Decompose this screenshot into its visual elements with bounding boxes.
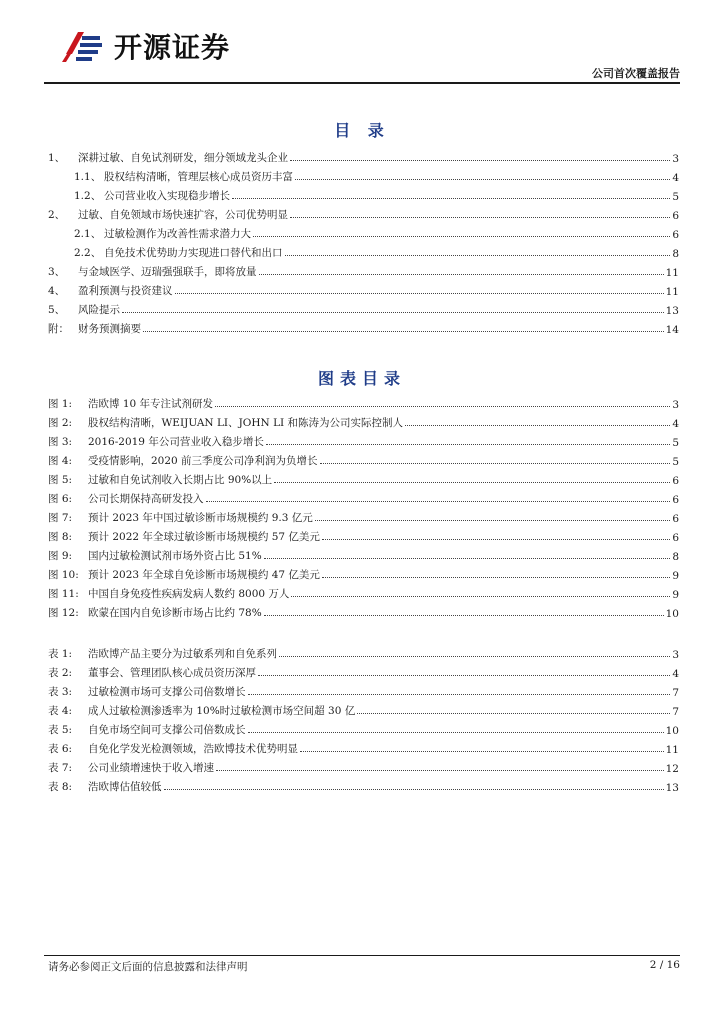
tables-list (48, 642, 679, 794)
entry-page-number: 11 (665, 267, 679, 279)
toc-entry[interactable] (48, 222, 679, 241)
entry-page-number: 5 (672, 456, 679, 468)
entry-number: 表 5: (48, 724, 73, 736)
entry-number: 图 4: (48, 455, 73, 467)
figure-entry[interactable] (48, 544, 679, 563)
entry-title: 欧蒙在国内自免诊断市场占比约 78% (88, 607, 262, 619)
page-indicator: 2 / 16 (649, 959, 680, 971)
entry-number: 表 3: (48, 686, 73, 698)
figure-entry[interactable] (48, 582, 679, 601)
header-divider (44, 82, 680, 84)
entry-number: 表 7: (48, 762, 73, 774)
entry-page-number: 14 (665, 324, 679, 336)
entry-page-number: 6 (672, 475, 679, 487)
dot-leader (248, 694, 671, 695)
entry-page-number: 6 (672, 210, 679, 222)
entry-title: 过敏和自免试剂收入长期占比 90%以上 (88, 474, 273, 486)
entry-title: 公司营业收入实现稳步增长 (104, 190, 230, 202)
entry-title: 中国自身免疫性疾病发病人数约 8000 万人 (88, 588, 290, 600)
report-type-label: 公司首次覆盖报告 (592, 67, 680, 80)
entry-title: 公司长期保持高研发投入 (88, 493, 204, 505)
entry-title: 股权结构清晰，WEIJUAN LI、JOHN LI 和陈涛为公司实际控制人 (88, 417, 404, 429)
dot-leader (266, 444, 670, 445)
entry-page-number: 12 (665, 763, 679, 775)
entry-number: 2、 (48, 209, 66, 221)
dot-leader (320, 463, 671, 464)
toc-entry[interactable] (48, 279, 679, 298)
table-entry[interactable] (48, 718, 679, 737)
entry-title: 自免技术优势助力实现进口替代和出口 (104, 247, 283, 259)
entry-page-number: 6 (672, 532, 679, 544)
entry-number: 附： (48, 323, 69, 335)
entry-page-number: 11 (665, 744, 679, 756)
entry-title: 过敏、自免领域市场快速扩容，公司优势明显 (78, 209, 288, 221)
figure-entry[interactable] (48, 468, 679, 487)
dot-leader (295, 179, 670, 180)
entry-page-number: 10 (665, 608, 679, 620)
dot-leader (216, 770, 664, 771)
entry-number: 图 2: (48, 417, 73, 429)
figure-entry[interactable] (48, 506, 679, 525)
dot-leader (143, 331, 664, 332)
dot-leader (258, 675, 670, 676)
dot-leader (215, 406, 670, 407)
entry-title: 与金域医学、迈瑞强强联手，即将放量 (78, 266, 257, 278)
entry-number: 3、 (48, 266, 66, 278)
figure-entry[interactable] (48, 430, 679, 449)
entry-number: 图 12: (48, 607, 79, 619)
toc-list (48, 146, 679, 336)
entry-number: 2.1、 (74, 228, 102, 240)
figure-entry[interactable] (48, 563, 679, 582)
entry-title: 股权结构清晰，管理层核心成员资历丰富 (104, 171, 293, 183)
toc-entry[interactable] (48, 260, 679, 279)
dot-leader (264, 615, 664, 616)
entry-title: 浩欧博 10 年专注试剂研发 (88, 398, 214, 410)
dot-leader (259, 274, 664, 275)
footer-disclaimer: 请务必参阅正文后面的信息披露和法律声明 (48, 961, 248, 973)
entry-page-number: 8 (672, 551, 679, 563)
toc-entry[interactable] (48, 317, 679, 336)
entry-title: 过敏检测作为改善性需求潜力大 (104, 228, 251, 240)
table-entry[interactable] (48, 775, 679, 794)
dot-leader (322, 539, 670, 540)
table-entry[interactable] (48, 680, 679, 699)
entry-title: 预计 2023 年中国过敏诊断市场规模约 9.3 亿元 (88, 512, 313, 524)
table-entry[interactable] (48, 661, 679, 680)
table-entry[interactable] (48, 699, 679, 718)
entry-page-number: 9 (672, 589, 679, 601)
entry-page-number: 7 (672, 706, 679, 718)
dot-leader (264, 558, 671, 559)
entry-number: 表 4: (48, 705, 73, 717)
table-entry[interactable] (48, 737, 679, 756)
dot-leader (164, 789, 664, 790)
figure-entry[interactable] (48, 487, 679, 506)
entry-number: 图 5: (48, 474, 73, 486)
logo-mark-icon (62, 28, 108, 64)
figures-list (48, 392, 679, 620)
entry-page-number: 4 (672, 668, 679, 680)
entry-title: 浩欧博产品主要分为过敏系列和自免系列 (88, 648, 277, 660)
entry-number: 表 6: (48, 743, 73, 755)
dot-leader (122, 312, 664, 313)
dot-leader (279, 656, 670, 657)
entry-page-number: 8 (672, 248, 679, 260)
dot-leader (291, 596, 670, 597)
entry-number: 图 7: (48, 512, 73, 524)
dot-leader (322, 577, 670, 578)
dot-leader (274, 482, 670, 483)
entry-title: 预计 2023 年全球自免诊断市场规模约 47 亿美元 (88, 569, 320, 581)
entry-title: 受疫情影响，2020 前三季度公司净利润为负增长 (88, 455, 318, 467)
entry-page-number: 6 (672, 229, 679, 241)
entry-number: 4、 (48, 285, 66, 297)
entry-page-number: 4 (672, 418, 679, 430)
entry-page-number: 5 (672, 437, 679, 449)
entry-page-number: 6 (672, 513, 679, 525)
entry-number: 1、 (48, 152, 66, 164)
entry-page-number: 6 (672, 494, 679, 506)
figure-entry[interactable] (48, 601, 679, 620)
entry-title: 自免化学发光检测领域，浩欧博技术优势明显 (88, 743, 298, 755)
entry-number: 1.1、 (74, 171, 102, 183)
entry-title: 盈利预测与投资建议 (78, 285, 173, 297)
dot-leader (285, 255, 671, 256)
entry-title: 过敏检测市场可支撑公司倍数增长 (88, 686, 246, 698)
dot-leader (253, 236, 670, 237)
entry-title: 预计 2022 年全球过敏诊断市场规模约 57 亿美元 (88, 531, 320, 543)
company-logo (62, 26, 230, 66)
entry-title: 风险提示 (78, 304, 120, 316)
entry-number: 图 3: (48, 436, 73, 448)
entry-title: 浩欧博估值较低 (88, 781, 162, 793)
dot-leader (175, 293, 664, 294)
dot-leader (206, 501, 671, 502)
entry-number: 图 6: (48, 493, 73, 505)
table-entry[interactable] (48, 642, 679, 661)
dot-leader (300, 751, 664, 752)
entry-page-number: 9 (672, 570, 679, 582)
entry-title: 国内过敏检测试剂市场外资占比 51% (88, 550, 262, 562)
entry-page-number: 3 (672, 649, 679, 661)
entry-number: 表 1: (48, 648, 73, 660)
entry-number: 表 8: (48, 781, 73, 793)
toc-entry[interactable] (48, 184, 679, 203)
entry-page-number: 5 (672, 191, 679, 203)
dot-leader (405, 425, 670, 426)
toc-entry[interactable] (48, 298, 679, 317)
entry-number: 1.2、 (74, 190, 102, 202)
figure-entry[interactable] (48, 525, 679, 544)
toc-entry[interactable] (48, 165, 679, 184)
entry-page-number: 13 (665, 305, 679, 317)
entry-title: 成人过敏检测渗透率为 10%时过敏检测市场空间超 30 亿 (88, 705, 356, 717)
entry-number: 图 8: (48, 531, 73, 543)
toc-heading: 目 录 (334, 121, 390, 140)
dot-leader (315, 520, 671, 521)
entry-page-number: 11 (665, 286, 679, 298)
entry-page-number: 4 (672, 172, 679, 184)
entry-page-number: 3 (672, 153, 679, 165)
entry-page-number: 10 (665, 725, 679, 737)
entry-title: 财务预测摘要 (78, 323, 141, 335)
entry-number: 图 9: (48, 550, 73, 562)
toc-entry[interactable] (48, 203, 679, 222)
toc-entry[interactable] (48, 241, 679, 260)
figures-heading: 图表目录 (317, 369, 406, 388)
entry-title: 自免市场空间可支撑公司倍数成长 (88, 724, 246, 736)
entry-number: 表 2: (48, 667, 73, 679)
entry-number: 图 1: (48, 398, 73, 410)
table-entry[interactable] (48, 756, 679, 775)
entry-page-number: 3 (672, 399, 679, 411)
dot-leader (290, 217, 670, 218)
dot-leader (357, 713, 670, 714)
dot-leader (232, 198, 670, 199)
dot-leader (248, 732, 664, 733)
entry-number: 2.2、 (74, 247, 102, 259)
dot-leader (290, 160, 670, 161)
toc-entry[interactable] (48, 146, 679, 165)
entry-number: 5、 (48, 304, 66, 316)
footer-divider (44, 955, 680, 956)
entry-title: 2016-2019 年公司营业收入稳步增长 (88, 436, 264, 448)
figure-entry[interactable] (48, 392, 679, 411)
entry-title: 董事会、管理团队核心成员资历深厚 (88, 667, 256, 679)
entry-number: 图 10: (48, 569, 79, 581)
entry-page-number: 7 (672, 687, 679, 699)
logo-text: 开源证券 (114, 31, 231, 64)
figure-entry[interactable] (48, 411, 679, 430)
figure-entry[interactable] (48, 449, 679, 468)
entry-title: 公司业绩增速快于收入增速 (88, 762, 214, 774)
entry-page-number: 13 (665, 782, 679, 794)
entry-number: 图 11: (48, 588, 79, 600)
entry-title: 深耕过敏、自免试剂研发，细分领域龙头企业 (78, 152, 288, 164)
